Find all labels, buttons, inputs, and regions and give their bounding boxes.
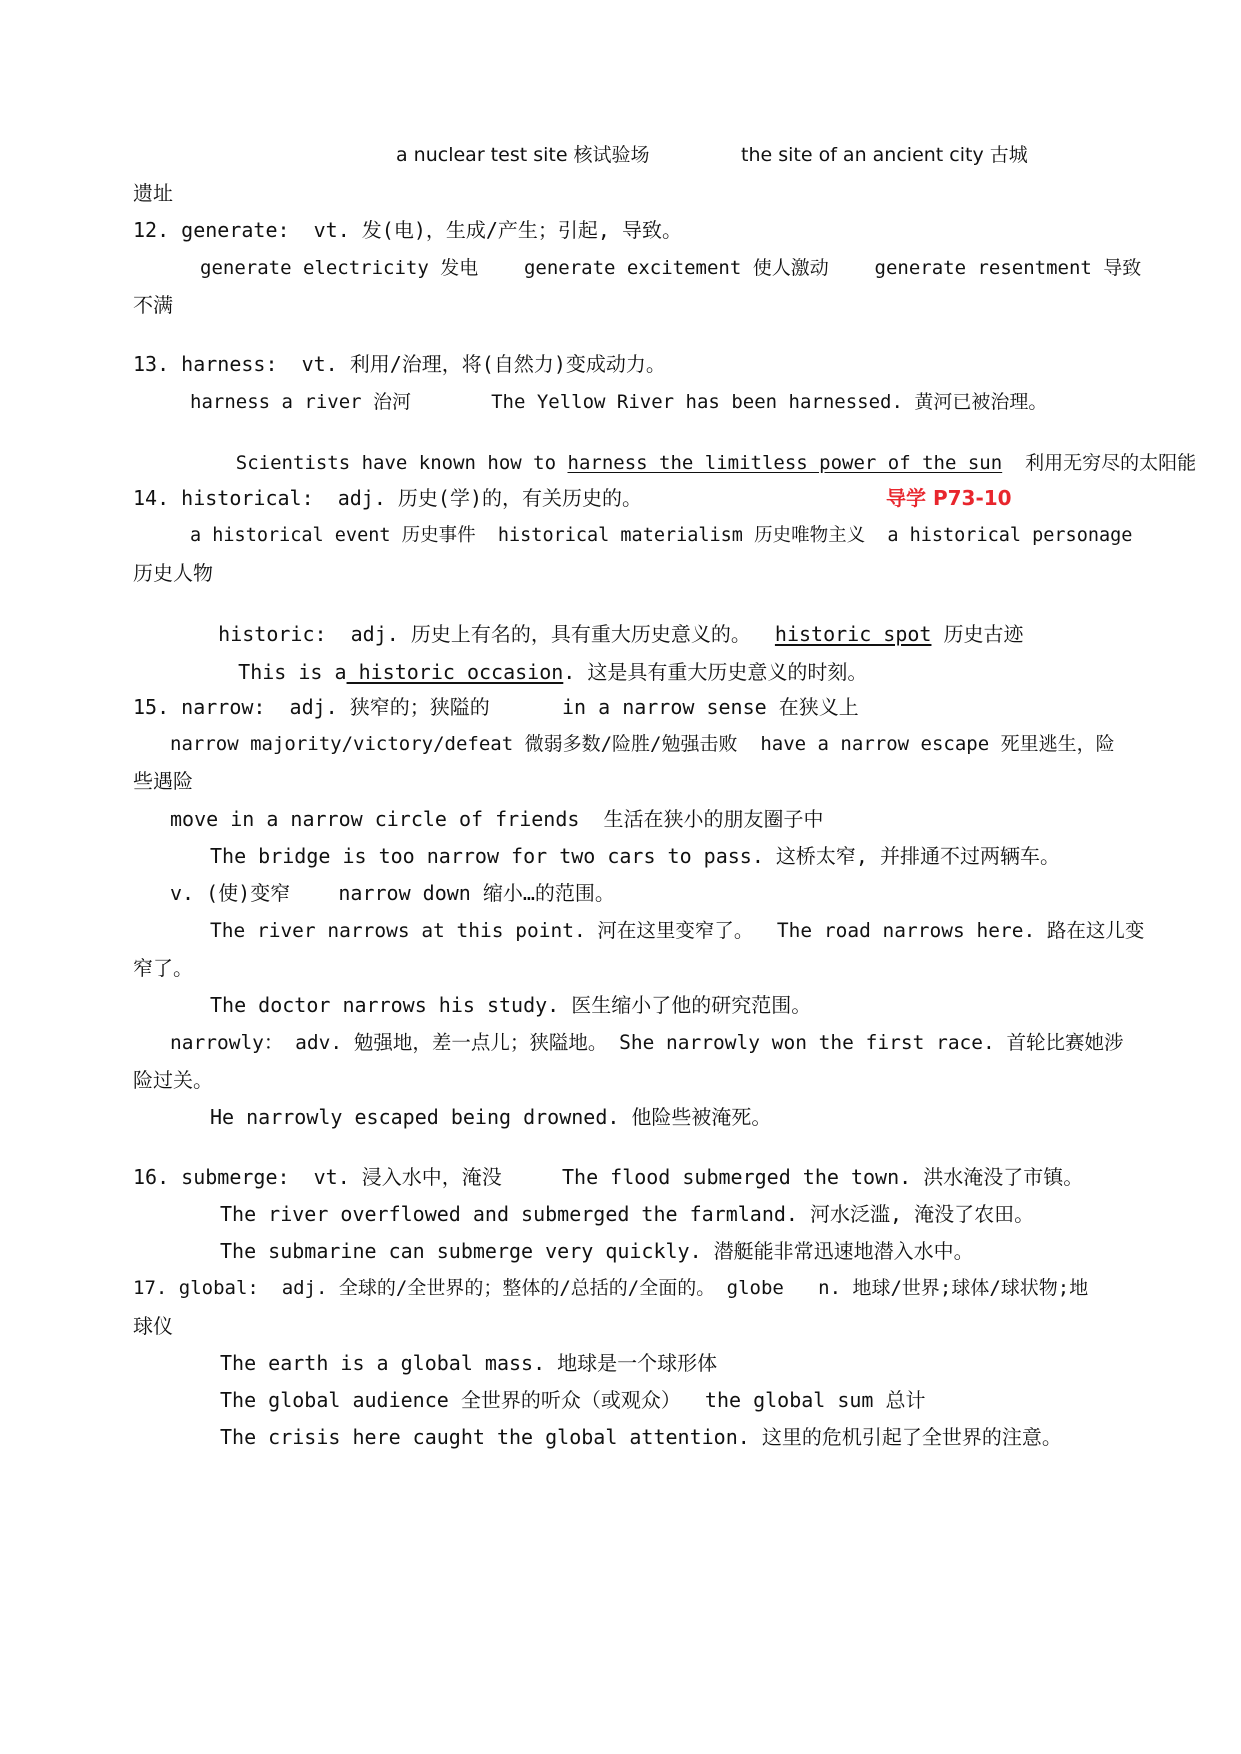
- text-line: The doctor narrows his study. 医生缩小了他的研究范围。: [210, 993, 812, 1017]
- text-line: The bridge is too narrow for two cars to pass. 这桥太窄, 并排通不过两辆车。: [210, 844, 1061, 868]
- entry-harness: 13. harness: vt. 利用/治理，将(自然力)变成动力。: [133, 352, 666, 376]
- text-line: The global audience 全世界的听众（或观众） the global sum 总计: [220, 1388, 926, 1412]
- entry-generate: 12. generate: vt. 发(电)，生成/产生；引起, 导致。: [133, 218, 682, 242]
- text-segment: 利用无穷尽的太阳能: [1002, 452, 1197, 474]
- text-line: He narrowly escaped being drowned. 他险些被淹死。: [210, 1105, 772, 1129]
- underlined-phrase: harness the limitless power of the sun: [567, 452, 1003, 474]
- text-segment: This is a: [238, 660, 347, 684]
- text-line: 球仪: [133, 1314, 173, 1338]
- text-segment: historic: adj. 历史上有名的，具有重大历史意义的。: [218, 622, 775, 646]
- example-ancient-city-site: the site of an ancient city 古城: [741, 144, 1028, 166]
- text-line: 窄了。: [133, 956, 193, 980]
- text-line: move in a narrow circle of friends 生活在狭小的朋友圈子中: [170, 807, 824, 831]
- text-line: 遗址: [133, 181, 173, 205]
- reference-note: 导学 P73-10: [886, 486, 1012, 510]
- text-line: narrow majority/victory/defeat 微弱多数/险胜/勉强击败 have a narrow escape 死里逃生，险: [170, 733, 1115, 755]
- underlined-phrase: historic occasion: [346, 660, 564, 684]
- text-segment: . 这是具有重大历史意义的时刻。: [563, 660, 868, 684]
- entry-narrow: 15. narrow: adj. 狭窄的；狭隘的 in a narrow sense 在狭义上: [133, 695, 859, 719]
- entry-narrowly: narrowly： adv. 勉强地，差一点儿；狭隘地。 She narrowly won the first race. 首轮比赛她涉: [170, 1031, 1124, 1054]
- text-line: harness a river 治河 The Yellow River has been harnessed. 黄河已被治理。: [190, 391, 1048, 413]
- text-line: 些遇险: [133, 769, 193, 793]
- text-line: The crisis here caught the global attention. 这里的危机引起了全世界的注意。: [220, 1425, 1062, 1449]
- underlined-phrase: historic spot: [774, 622, 932, 646]
- text-line: The earth is a global mass. 地球是一个球形体: [220, 1351, 718, 1375]
- text-line: a historical event 历史事件 historical materialism 历史唯物主义 a historical personage: [190, 525, 1133, 546]
- text-line: v. (使)变窄 narrow down 缩小…的范围。: [170, 881, 615, 905]
- text-line: The river narrows at this point. 河在这里变窄了。 The road narrows here. 路在这儿变: [210, 919, 1145, 942]
- entry-historical: 14. historical: adj. 历史(学)的，有关历史的。: [133, 486, 642, 510]
- text-line: 不满: [133, 293, 173, 317]
- entry-submerge: 16. submerge: vt. 浸入水中，淹没 The flood submerged the town. 洪水淹没了市镇。: [133, 1165, 1084, 1189]
- text-segment: Scientists have known how to: [235, 452, 568, 474]
- text-line: 历史人物: [133, 561, 213, 585]
- text-line: The river overflowed and submerged the farmland. 河水泛滥, 淹没了农田。: [220, 1202, 1035, 1226]
- text-line: 险过关。: [133, 1068, 213, 1092]
- entry-global: 17. global: adj. 全球的/全世界的；整体的/总括的/全面的。 globe n. 地球/世界;球体/球状物;地: [133, 1277, 1089, 1299]
- text-line: The submarine can submerge very quickly. 潜艇能非常迅速地潜入水中。: [220, 1239, 974, 1263]
- text-segment: 历史古迹: [931, 622, 1024, 646]
- example-nuclear-test-site: a nuclear test site 核试验场: [396, 144, 650, 166]
- text-line: generate electricity 发电 generate excitement 使人激动 generate resentment 导致: [200, 257, 1142, 279]
